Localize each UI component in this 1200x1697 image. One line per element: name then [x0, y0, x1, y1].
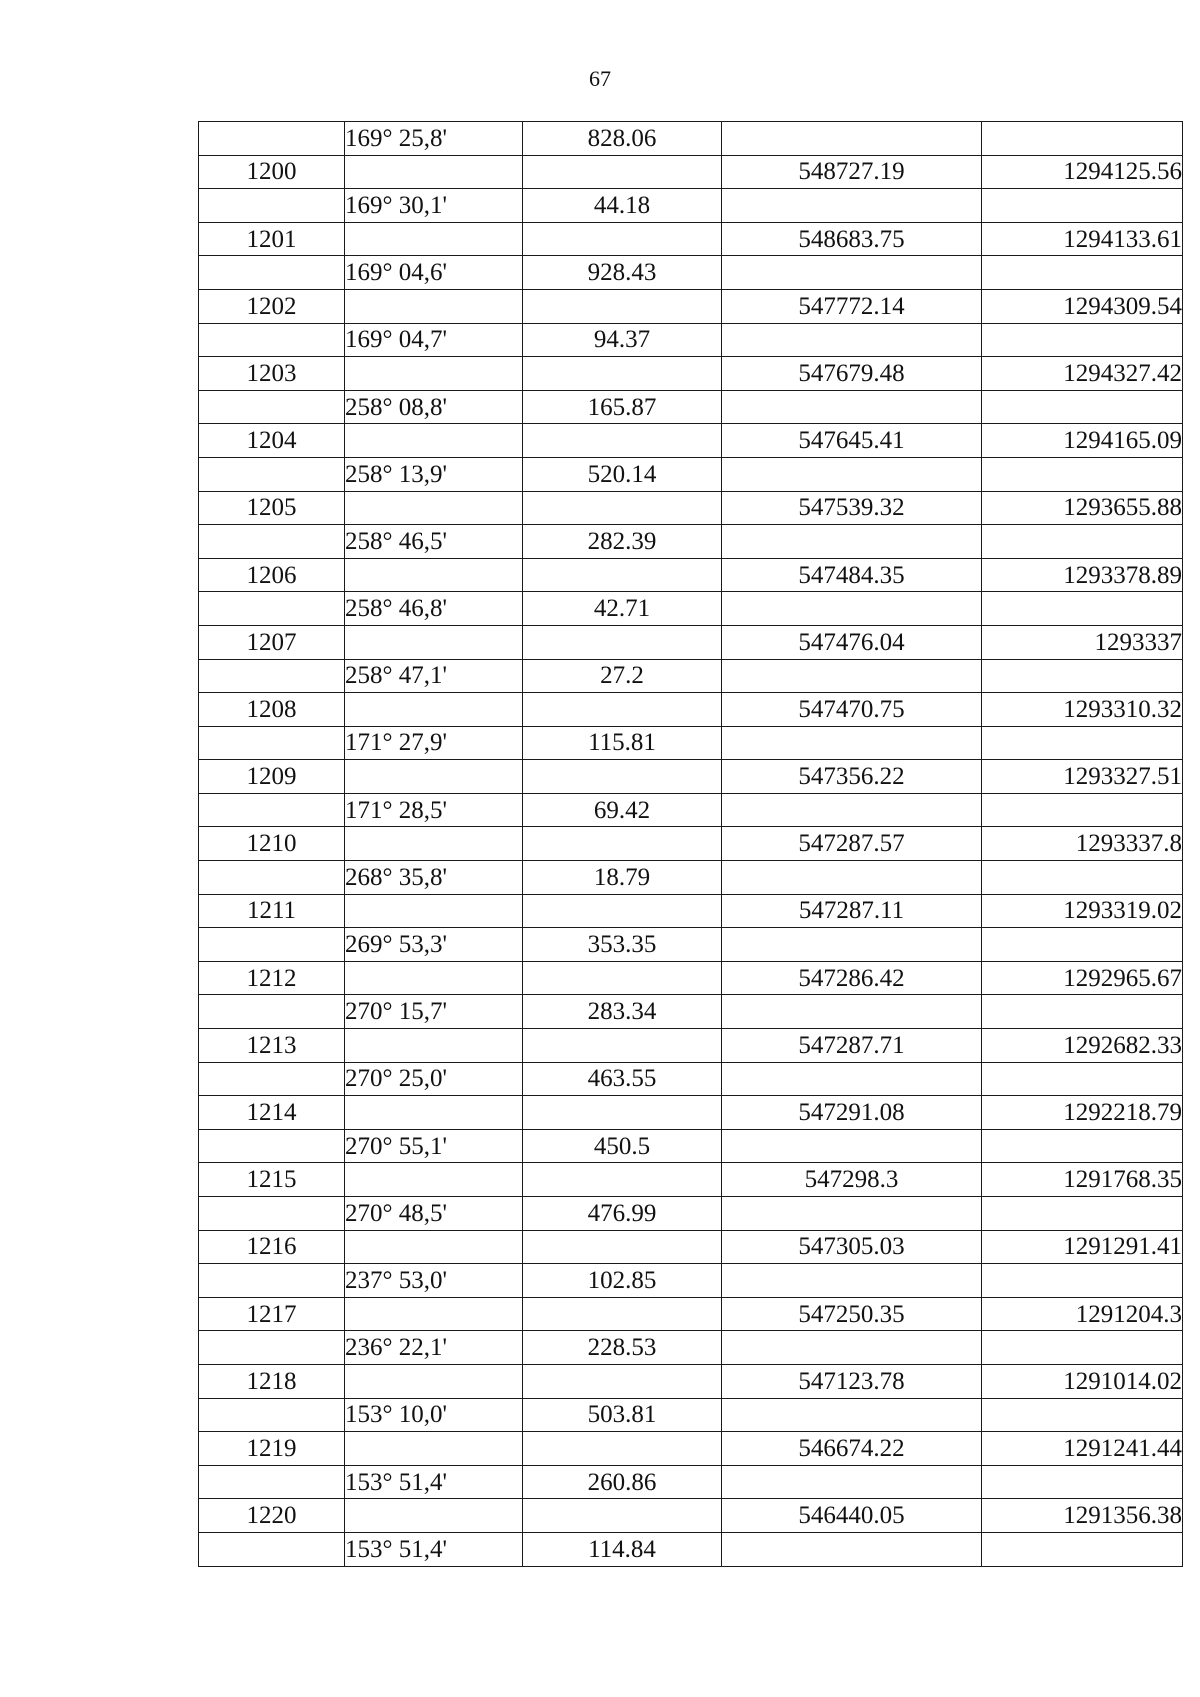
distance-cell-empty: [523, 155, 722, 189]
point-row: [199, 222, 1183, 256]
segment-row: [199, 659, 1183, 693]
point-id-cell-empty: [199, 995, 345, 1029]
x-coordinate-cell-empty: [722, 1465, 982, 1499]
angle-cell: 153° 51,4': [345, 1532, 523, 1566]
point-id-cell-empty: [199, 189, 345, 223]
point-id-cell: 1209: [199, 760, 345, 794]
distance-cell: 282.39: [523, 525, 722, 559]
distance-cell: 228.53: [523, 1331, 722, 1365]
point-row: [199, 1029, 1183, 1063]
y-coordinate-cell: 1293310.32: [982, 693, 1183, 727]
distance-cell: 260.86: [523, 1465, 722, 1499]
point-id-cell-empty: [199, 928, 345, 962]
point-id-cell: 1219: [199, 1432, 345, 1466]
x-coordinate-cell: 547305.03: [722, 1230, 982, 1264]
angle-cell-empty: [345, 155, 523, 189]
y-coordinate-cell-empty: [982, 1129, 1183, 1163]
y-coordinate-cell: 1291768.35: [982, 1163, 1183, 1197]
x-coordinate-cell: 548727.19: [722, 155, 982, 189]
y-coordinate-cell-empty: [982, 592, 1183, 626]
point-id-cell-empty: [199, 793, 345, 827]
angle-cell-empty: [345, 558, 523, 592]
y-coordinate-cell-empty: [982, 861, 1183, 895]
point-id-cell-empty: [199, 1532, 345, 1566]
distance-cell-empty: [523, 289, 722, 323]
point-id-cell: 1217: [199, 1297, 345, 1331]
point-id-cell-empty: [199, 1331, 345, 1365]
x-coordinate-cell-empty: [722, 995, 982, 1029]
x-coordinate-cell: 547645.41: [722, 424, 982, 458]
point-id-cell: 1218: [199, 1364, 345, 1398]
distance-cell: 42.71: [523, 592, 722, 626]
point-id-cell-empty: [199, 1264, 345, 1298]
angle-cell: 269° 53,3': [345, 928, 523, 962]
x-coordinate-cell-empty: [722, 1062, 982, 1096]
distance-cell: 114.84: [523, 1532, 722, 1566]
point-id-cell: 1216: [199, 1230, 345, 1264]
distance-cell: 928.43: [523, 256, 722, 290]
distance-cell-empty: [523, 1029, 722, 1063]
x-coordinate-cell-empty: [722, 1129, 982, 1163]
segment-row: [199, 1264, 1183, 1298]
y-coordinate-cell-empty: [982, 659, 1183, 693]
angle-cell: 258° 13,9': [345, 457, 523, 491]
angle-cell-empty: [345, 357, 523, 391]
x-coordinate-cell-empty: [722, 1264, 982, 1298]
distance-cell: 463.55: [523, 1062, 722, 1096]
y-coordinate-cell: 1294165.09: [982, 424, 1183, 458]
x-coordinate-cell-empty: [722, 122, 982, 156]
point-id-cell: 1200: [199, 155, 345, 189]
segment-row: [199, 1465, 1183, 1499]
angle-cell: 237° 53,0': [345, 1264, 523, 1298]
x-coordinate-cell: 547772.14: [722, 289, 982, 323]
distance-cell: 69.42: [523, 793, 722, 827]
x-coordinate-cell: 547539.32: [722, 491, 982, 525]
angle-cell-empty: [345, 1163, 523, 1197]
point-id-cell: 1206: [199, 558, 345, 592]
point-id-cell-empty: [199, 122, 345, 156]
y-coordinate-cell: 1291014.02: [982, 1364, 1183, 1398]
distance-cell: 828.06: [523, 122, 722, 156]
y-coordinate-cell: 1292682.33: [982, 1029, 1183, 1063]
y-coordinate-cell-empty: [982, 1331, 1183, 1365]
distance-cell-empty: [523, 625, 722, 659]
point-id-cell-empty: [199, 861, 345, 895]
coordinate-table-body: [199, 122, 1183, 1567]
angle-cell: 268° 35,8': [345, 861, 523, 895]
distance-cell-empty: [523, 1096, 722, 1130]
point-id-cell-empty: [199, 659, 345, 693]
angle-cell: 270° 25,0': [345, 1062, 523, 1096]
x-coordinate-cell-empty: [722, 726, 982, 760]
point-row: [199, 424, 1183, 458]
distance-cell: 18.79: [523, 861, 722, 895]
angle-cell: 169° 04,7': [345, 323, 523, 357]
y-coordinate-cell: 1291291.41: [982, 1230, 1183, 1264]
point-row: [199, 1096, 1183, 1130]
angle-cell: 153° 51,4': [345, 1465, 523, 1499]
segment-row: [199, 390, 1183, 424]
distance-cell-empty: [523, 1432, 722, 1466]
segment-row: [199, 1129, 1183, 1163]
distance-cell-empty: [523, 961, 722, 995]
segment-row: [199, 592, 1183, 626]
point-id-cell-empty: [199, 390, 345, 424]
x-coordinate-cell-empty: [722, 1398, 982, 1432]
distance-cell-empty: [523, 558, 722, 592]
x-coordinate-cell: 547679.48: [722, 357, 982, 391]
y-coordinate-cell: 1293337: [982, 625, 1183, 659]
distance-cell-empty: [523, 1364, 722, 1398]
distance-cell: 27.2: [523, 659, 722, 693]
segment-row: [199, 995, 1183, 1029]
point-id-cell-empty: [199, 1062, 345, 1096]
y-coordinate-cell: 1293655.88: [982, 491, 1183, 525]
segment-row: [199, 1331, 1183, 1365]
y-coordinate-cell-empty: [982, 323, 1183, 357]
angle-cell-empty: [345, 693, 523, 727]
angle-cell-empty: [345, 625, 523, 659]
x-coordinate-cell: 547484.35: [722, 558, 982, 592]
y-coordinate-cell: 1292218.79: [982, 1096, 1183, 1130]
point-id-cell-empty: [199, 1398, 345, 1432]
angle-cell-empty: [345, 491, 523, 525]
distance-cell-empty: [523, 424, 722, 458]
angle-cell-empty: [345, 1364, 523, 1398]
segment-row: [199, 189, 1183, 223]
segment-row: [199, 256, 1183, 290]
angle-cell-empty: [345, 222, 523, 256]
point-id-cell: 1204: [199, 424, 345, 458]
point-row: [199, 1432, 1183, 1466]
distance-cell-empty: [523, 1499, 722, 1533]
distance-cell: 102.85: [523, 1264, 722, 1298]
point-id-cell: 1203: [199, 357, 345, 391]
x-coordinate-cell: 547476.04: [722, 625, 982, 659]
y-coordinate-cell-empty: [982, 1264, 1183, 1298]
distance-cell-empty: [523, 827, 722, 861]
point-id-cell-empty: [199, 525, 345, 559]
point-row: [199, 961, 1183, 995]
y-coordinate-cell-empty: [982, 457, 1183, 491]
distance-cell: 94.37: [523, 323, 722, 357]
segment-row: [199, 861, 1183, 895]
distance-cell: 450.5: [523, 1129, 722, 1163]
angle-cell-empty: [345, 961, 523, 995]
point-id-cell: 1205: [199, 491, 345, 525]
angle-cell-empty: [345, 1499, 523, 1533]
y-coordinate-cell: 1291356.38: [982, 1499, 1183, 1533]
segment-row: [199, 122, 1183, 156]
angle-cell: 258° 47,1': [345, 659, 523, 693]
distance-cell: 520.14: [523, 457, 722, 491]
x-coordinate-cell-empty: [722, 390, 982, 424]
distance-cell-empty: [523, 1230, 722, 1264]
y-coordinate-cell-empty: [982, 122, 1183, 156]
point-row: [199, 1297, 1183, 1331]
y-coordinate-cell: 1294327.42: [982, 357, 1183, 391]
point-id-cell-empty: [199, 726, 345, 760]
y-coordinate-cell-empty: [982, 1465, 1183, 1499]
distance-cell: 476.99: [523, 1197, 722, 1231]
x-coordinate-cell: 547123.78: [722, 1364, 982, 1398]
y-coordinate-cell: 1294133.61: [982, 222, 1183, 256]
x-coordinate-cell: 547470.75: [722, 693, 982, 727]
point-id-cell: 1211: [199, 894, 345, 928]
angle-cell: 270° 48,5': [345, 1197, 523, 1231]
y-coordinate-cell-empty: [982, 390, 1183, 424]
y-coordinate-cell: 1293337.8: [982, 827, 1183, 861]
y-coordinate-cell-empty: [982, 726, 1183, 760]
point-id-cell: 1214: [199, 1096, 345, 1130]
segment-row: [199, 1398, 1183, 1432]
distance-cell-empty: [523, 693, 722, 727]
angle-cell: 169° 04,6': [345, 256, 523, 290]
point-row: [199, 760, 1183, 794]
coordinate-table: [198, 121, 1183, 1567]
distance-cell-empty: [523, 760, 722, 794]
segment-row: [199, 793, 1183, 827]
segment-row: [199, 457, 1183, 491]
angle-cell-empty: [345, 894, 523, 928]
x-coordinate-cell-empty: [722, 659, 982, 693]
distance-cell: 165.87: [523, 390, 722, 424]
point-id-cell: 1210: [199, 827, 345, 861]
segment-row: [199, 726, 1183, 760]
point-id-cell: 1201: [199, 222, 345, 256]
x-coordinate-cell-empty: [722, 1331, 982, 1365]
segment-row: [199, 1062, 1183, 1096]
point-id-cell: 1213: [199, 1029, 345, 1063]
y-coordinate-cell-empty: [982, 1398, 1183, 1432]
x-coordinate-cell: 546440.05: [722, 1499, 982, 1533]
y-coordinate-cell: 1293327.51: [982, 760, 1183, 794]
point-row: [199, 625, 1183, 659]
y-coordinate-cell-empty: [982, 1197, 1183, 1231]
point-row: [199, 1364, 1183, 1398]
distance-cell: 503.81: [523, 1398, 722, 1432]
x-coordinate-cell-empty: [722, 592, 982, 626]
x-coordinate-cell-empty: [722, 457, 982, 491]
x-coordinate-cell: 547250.35: [722, 1297, 982, 1331]
y-coordinate-cell-empty: [982, 256, 1183, 290]
x-coordinate-cell: 547356.22: [722, 760, 982, 794]
angle-cell: 258° 46,8': [345, 592, 523, 626]
x-coordinate-cell-empty: [722, 861, 982, 895]
segment-row: [199, 323, 1183, 357]
y-coordinate-cell: 1294309.54: [982, 289, 1183, 323]
x-coordinate-cell-empty: [722, 525, 982, 559]
x-coordinate-cell-empty: [722, 189, 982, 223]
angle-cell-empty: [345, 424, 523, 458]
point-row: [199, 894, 1183, 928]
point-row: [199, 357, 1183, 391]
point-id-cell-empty: [199, 457, 345, 491]
segment-row: [199, 1197, 1183, 1231]
x-coordinate-cell: 547286.42: [722, 961, 982, 995]
point-row: [199, 289, 1183, 323]
y-coordinate-cell-empty: [982, 1062, 1183, 1096]
angle-cell: 153° 10,0': [345, 1398, 523, 1432]
point-row: [199, 155, 1183, 189]
x-coordinate-cell-empty: [722, 928, 982, 962]
distance-cell-empty: [523, 1297, 722, 1331]
angle-cell-empty: [345, 1096, 523, 1130]
point-row: [199, 1230, 1183, 1264]
point-id-cell-empty: [199, 1129, 345, 1163]
x-coordinate-cell: 547291.08: [722, 1096, 982, 1130]
y-coordinate-cell: 1293319.02: [982, 894, 1183, 928]
angle-cell-empty: [345, 1029, 523, 1063]
distance-cell: 44.18: [523, 189, 722, 223]
point-row: [199, 491, 1183, 525]
angle-cell: 169° 30,1': [345, 189, 523, 223]
x-coordinate-cell-empty: [722, 793, 982, 827]
angle-cell-empty: [345, 827, 523, 861]
y-coordinate-cell: 1291204.3: [982, 1297, 1183, 1331]
angle-cell: 258° 46,5': [345, 525, 523, 559]
angle-cell-empty: [345, 1297, 523, 1331]
y-coordinate-cell-empty: [982, 928, 1183, 962]
y-coordinate-cell-empty: [982, 525, 1183, 559]
distance-cell-empty: [523, 1163, 722, 1197]
distance-cell: 115.81: [523, 726, 722, 760]
point-id-cell: 1220: [199, 1499, 345, 1533]
point-id-cell: 1215: [199, 1163, 345, 1197]
x-coordinate-cell-empty: [722, 256, 982, 290]
point-row: [199, 558, 1183, 592]
point-id-cell-empty: [199, 1465, 345, 1499]
y-coordinate-cell: 1292965.67: [982, 961, 1183, 995]
segment-row: [199, 1532, 1183, 1566]
page-number: 67: [589, 66, 611, 91]
y-coordinate-cell: 1291241.44: [982, 1432, 1183, 1466]
x-coordinate-cell: 547287.57: [722, 827, 982, 861]
point-id-cell: 1202: [199, 289, 345, 323]
segment-row: [199, 525, 1183, 559]
x-coordinate-cell-empty: [722, 1532, 982, 1566]
point-id-cell-empty: [199, 1197, 345, 1231]
distance-cell-empty: [523, 894, 722, 928]
point-row: [199, 1163, 1183, 1197]
y-coordinate-cell: 1293378.89: [982, 558, 1183, 592]
distance-cell: 283.34: [523, 995, 722, 1029]
angle-cell-empty: [345, 1432, 523, 1466]
angle-cell: 270° 15,7': [345, 995, 523, 1029]
x-coordinate-cell-empty: [722, 1197, 982, 1231]
distance-cell-empty: [523, 491, 722, 525]
distance-cell: 353.35: [523, 928, 722, 962]
point-row: [199, 827, 1183, 861]
segment-row: [199, 928, 1183, 962]
point-row: [199, 1499, 1183, 1533]
x-coordinate-cell: 547287.71: [722, 1029, 982, 1063]
angle-cell: 171° 28,5': [345, 793, 523, 827]
point-id-cell: 1212: [199, 961, 345, 995]
x-coordinate-cell: 548683.75: [722, 222, 982, 256]
angle-cell-empty: [345, 289, 523, 323]
y-coordinate-cell: 1294125.56: [982, 155, 1183, 189]
x-coordinate-cell-empty: [722, 323, 982, 357]
point-id-cell-empty: [199, 323, 345, 357]
distance-cell-empty: [523, 357, 722, 391]
point-id-cell: 1208: [199, 693, 345, 727]
point-id-cell-empty: [199, 592, 345, 626]
point-id-cell: 1207: [199, 625, 345, 659]
angle-cell-empty: [345, 760, 523, 794]
x-coordinate-cell: 547298.3: [722, 1163, 982, 1197]
angle-cell: 270° 55,1': [345, 1129, 523, 1163]
angle-cell: 258° 08,8': [345, 390, 523, 424]
x-coordinate-cell: 546674.22: [722, 1432, 982, 1466]
angle-cell-empty: [345, 1230, 523, 1264]
y-coordinate-cell-empty: [982, 1532, 1183, 1566]
distance-cell-empty: [523, 222, 722, 256]
angle-cell: 169° 25,8': [345, 122, 523, 156]
y-coordinate-cell-empty: [982, 189, 1183, 223]
y-coordinate-cell-empty: [982, 995, 1183, 1029]
y-coordinate-cell-empty: [982, 793, 1183, 827]
point-row: [199, 693, 1183, 727]
x-coordinate-cell: 547287.11: [722, 894, 982, 928]
angle-cell: 236° 22,1': [345, 1331, 523, 1365]
angle-cell: 171° 27,9': [345, 726, 523, 760]
point-id-cell-empty: [199, 256, 345, 290]
